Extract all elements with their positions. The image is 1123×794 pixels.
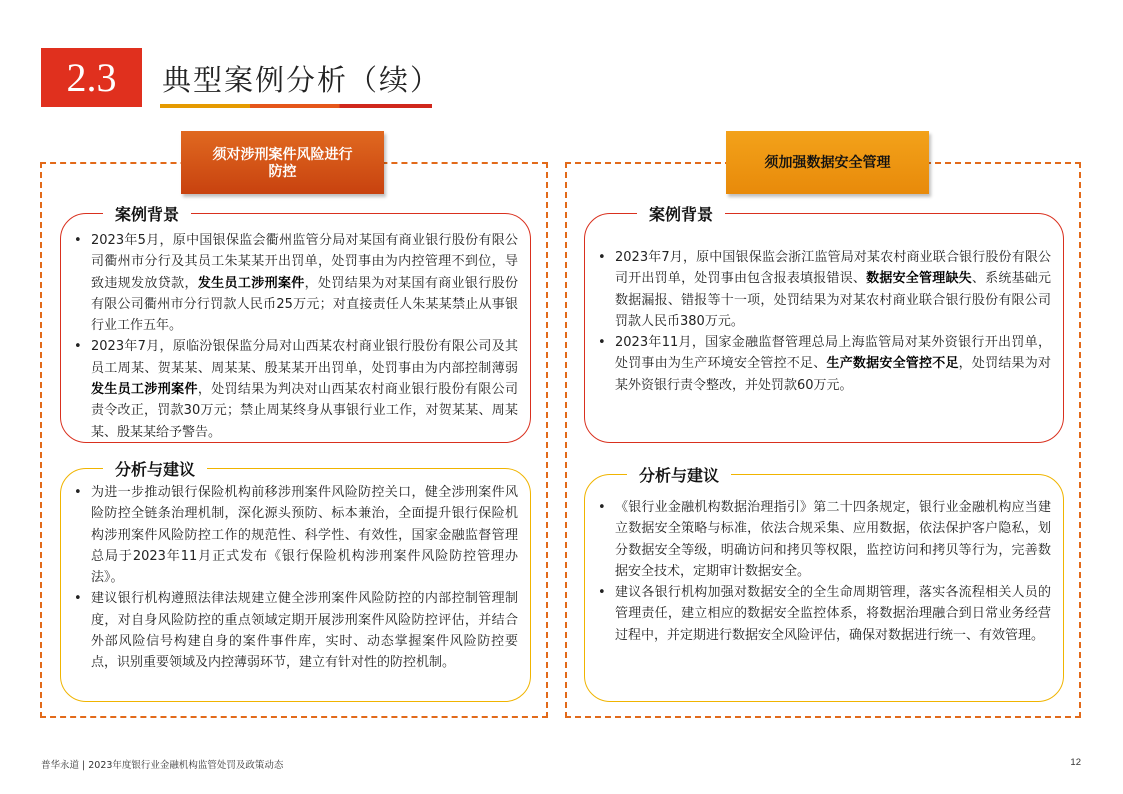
right-tab-label: 须加强数据安全管理 [764,154,891,170]
page-title: 典型案例分析（续） [162,63,442,97]
list-item: • 2023年11月，国家金融监督管理总局上海监管局对某外资银行开出罚单，处罚事由为生产环境安全管控不足、生产数据安全管控不足，处罚结果为对某外资银行责令整改，并处罚款60万元。 [597,332,1051,396]
right-analysis-title: 分析与建议 [627,463,731,486]
left-analysis-box [60,460,531,702]
right-panel-tab [726,131,929,194]
footer-text: 普华永道 | 2023年度银行业金融机构监管处罚及政策动态 [41,760,284,771]
list-item: • 为进一步推动银行保险机构前移涉刑案件风险防控关口，健全涉刑案件风险防控全链条治理机制，深化源头预防、标本兼治，全面提升银行保险机构涉刑案件风险防控工作的规范性、科学性、有效性，国家金融监督管理总局于2023年11月正式发布《银行保险机构涉刑案件风险防控管理办法》。 [73,482,518,588]
list-item: • 2023年7月，原中国银保监会浙江监管局对某农村商业联合银行股份有限公司开出罚单，处罚事由包含报表填报错误、数据安全管理缺失、系统基础元数据漏报、错报等十一项，处罚结果为对某农村商业联合银行股份有限公司罚款人民币380万元。 [597,247,1051,332]
list-item: • 《银行业金融机构数据治理指引》第二十四条规定，银行业金融机构应当建立数据安全策略与标准，依法合规采集、应用数据，依法保护客户隐私，划分数据安全等级，明确访问和拷贝等权限，监控访问和拷贝等行为，完善数据安全技术，定期审计数据安全。 [597,497,1051,582]
left-tab-label: 须对涉刑案件风险进行防控 [212,145,353,179]
left-background-title: 案例背景 [103,202,191,225]
page-number: 12 [1070,757,1081,768]
right-analysis-box [584,466,1064,702]
list-item: • 建议银行机构遵照法律法规建立健全涉刑案件风险防控的内部控制管理制度，对自身风险防控的重点领域定期开展涉刑案件风险防控评估，并结合外部风险信号构建自身的案件事件库，实时、动态掌握案件风险防控要点，识别重要领域及内控薄弱环节，建立有针对性的防控机制。 [73,588,518,673]
list-item: • 建议各银行机构加强对数据安全的全生命周期管理，落实各流程相关人员的管理责任，建立相应的数据安全监控体系，将数据治理融合到日常业务经营过程中，并定期进行数据安全风险评估，确保对数据进行统一、有效管理。 [597,582,1051,646]
right-background-box [584,205,1064,443]
right-background-list [597,247,1051,396]
section-number: 2.3 [41,48,142,107]
left-panel-tab [181,131,384,194]
left-analysis-title: 分析与建议 [103,457,207,480]
list-item: • 2023年5月，原中国银保监会衢州监管分局对某国有商业银行股份有限公司衢州市分行及其员工朱某某开出罚单，处罚事由为内控管理不到位，导致违规发放贷款，发生员工涉刑案件，处罚结果为对某国有商业银行股份有限公司衢州市分行罚款人民币25万元；对直接责任人朱某某禁止从事银行业工作五年。 [73,230,518,336]
right-background-title: 案例背景 [637,202,725,225]
list-item: • 2023年7月，原临汾银保监分局对山西某农村商业银行股份有限公司及其员工周某、贺某某、周某某、殷某某开出罚单，处罚事由为内部控制薄弱发生员工涉刑案件，处罚结果为判决对山西某农村商业银行股份有限公司责令改正，罚款30万元；禁止周某终身从事银行业工作，对贺某某、周某某、殷某某给予警告。 [73,336,518,442]
title-underline [160,104,432,108]
left-background-box [60,205,531,443]
left-background-list [73,230,518,443]
left-analysis-list [73,482,518,674]
right-analysis-list [597,497,1051,646]
